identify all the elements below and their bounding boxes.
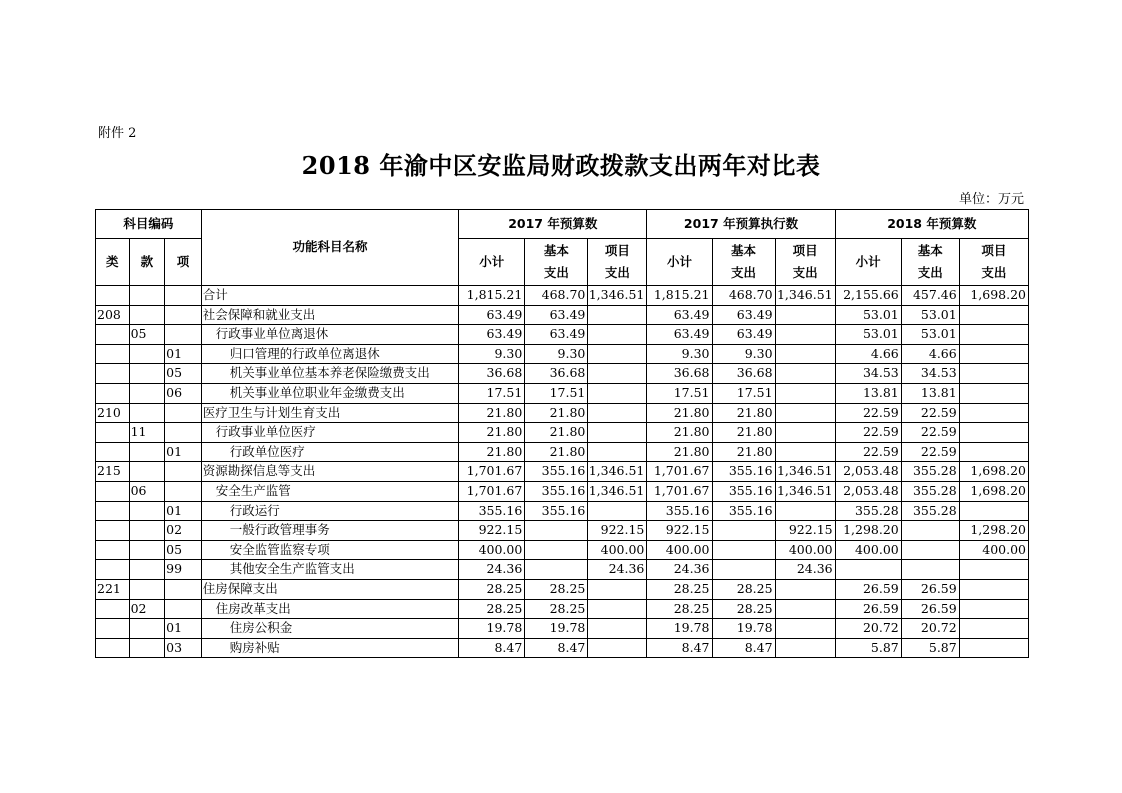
- cell-value: 21.80: [459, 403, 525, 423]
- cell-value: 26.59: [901, 599, 959, 619]
- cell-value: 1,298.20: [959, 521, 1028, 541]
- table-row: [96, 619, 1029, 639]
- cell-value: 1,346.51: [775, 481, 835, 501]
- cell-value: 13.81: [835, 383, 901, 403]
- cell-value: [959, 619, 1028, 639]
- table-row: [96, 403, 1029, 423]
- cell-value: 1,701.67: [459, 462, 525, 482]
- cell-xiang: [165, 599, 202, 619]
- cell-value: [588, 619, 647, 639]
- cell-value: [775, 579, 835, 599]
- cell-value: [959, 423, 1028, 443]
- cell-value: [775, 423, 835, 443]
- cell-value: 19.78: [525, 619, 588, 639]
- cell-value: 1,298.20: [835, 521, 901, 541]
- cell-subject-name: 住房改革支出: [201, 599, 458, 619]
- cell-kuan: [129, 364, 165, 384]
- table-row: [96, 286, 1029, 306]
- cell-value: 21.80: [525, 442, 588, 462]
- cell-value: 1,815.21: [647, 286, 712, 306]
- cell-subject-name: 安全监管监察专项: [201, 540, 458, 560]
- cell-xiang: [165, 462, 202, 482]
- cell-value: 355.28: [901, 462, 959, 482]
- cell-value: 26.59: [901, 579, 959, 599]
- cell-value: 53.01: [901, 305, 959, 325]
- cell-xiang: 05: [165, 364, 202, 384]
- cell-value: 1,701.67: [459, 481, 525, 501]
- cell-lei: [96, 540, 130, 560]
- cell-value: 2,053.48: [835, 462, 901, 482]
- cell-lei: 221: [96, 579, 130, 599]
- header-project-1: 项目 支出: [775, 239, 835, 286]
- table-row: [96, 501, 1029, 521]
- header-code-group: 科目编码: [96, 210, 202, 239]
- cell-lei: [96, 383, 130, 403]
- cell-value: [959, 599, 1028, 619]
- header-subtotal-0: 小计: [459, 239, 525, 286]
- cell-value: 36.68: [647, 364, 712, 384]
- cell-value: 400.00: [647, 540, 712, 560]
- cell-lei: [96, 481, 130, 501]
- table-row: [96, 540, 1029, 560]
- cell-kuan: [129, 638, 165, 658]
- cell-value: 21.80: [647, 423, 712, 443]
- cell-value: [712, 560, 775, 580]
- cell-value: [525, 540, 588, 560]
- cell-subject-name: 其他安全生产监管支出: [201, 560, 458, 580]
- cell-kuan: 11: [129, 423, 165, 443]
- cell-value: 1,701.67: [647, 462, 712, 482]
- cell-subject-name: 住房保障支出: [201, 579, 458, 599]
- cell-kuan: [129, 579, 165, 599]
- cell-value: 1,346.51: [588, 286, 647, 306]
- cell-value: 9.30: [647, 344, 712, 364]
- cell-value: [588, 579, 647, 599]
- cell-value: 1,346.51: [775, 286, 835, 306]
- cell-value: 1,701.67: [647, 481, 712, 501]
- cell-value: 21.80: [647, 442, 712, 462]
- cell-value: 53.01: [835, 325, 901, 345]
- cell-kuan: [129, 305, 165, 325]
- cell-value: 5.87: [835, 638, 901, 658]
- cell-xiang: [165, 286, 202, 306]
- cell-value: [588, 501, 647, 521]
- header-xiang: 项: [165, 239, 202, 286]
- cell-lei: 215: [96, 462, 130, 482]
- cell-value: [901, 521, 959, 541]
- table-row: [96, 560, 1029, 580]
- cell-value: 63.49: [459, 325, 525, 345]
- table-row: [96, 305, 1029, 325]
- cell-value: 922.15: [588, 521, 647, 541]
- cell-lei: [96, 521, 130, 541]
- cell-value: [959, 560, 1028, 580]
- cell-lei: [96, 560, 130, 580]
- table-row: [96, 383, 1029, 403]
- cell-value: 2,155.66: [835, 286, 901, 306]
- cell-value: 355.16: [712, 501, 775, 521]
- cell-value: 22.59: [835, 442, 901, 462]
- cell-value: [959, 325, 1028, 345]
- cell-value: 13.81: [901, 383, 959, 403]
- cell-value: [959, 579, 1028, 599]
- cell-value: [588, 383, 647, 403]
- cell-value: 28.25: [459, 579, 525, 599]
- cell-value: 63.49: [459, 305, 525, 325]
- document-title: 2018 年渝中区安监局财政拨款支出两年对比表: [301, 151, 821, 180]
- cell-lei: [96, 619, 130, 639]
- cell-value: 1,698.20: [959, 286, 1028, 306]
- cell-value: [959, 344, 1028, 364]
- cell-value: [835, 560, 901, 580]
- cell-lei: [96, 638, 130, 658]
- cell-xiang: 01: [165, 344, 202, 364]
- cell-kuan: 02: [129, 599, 165, 619]
- table-row: [96, 423, 1029, 443]
- cell-value: 8.47: [525, 638, 588, 658]
- table-row: [96, 521, 1029, 541]
- header-basic-0: 基本 支出: [525, 239, 588, 286]
- cell-lei: 208: [96, 305, 130, 325]
- cell-value: 28.25: [647, 599, 712, 619]
- cell-value: 28.25: [712, 599, 775, 619]
- cell-value: 21.80: [647, 403, 712, 423]
- table-row: [96, 364, 1029, 384]
- cell-value: 4.66: [901, 344, 959, 364]
- cell-value: [959, 442, 1028, 462]
- cell-value: 922.15: [459, 521, 525, 541]
- cell-value: [959, 501, 1028, 521]
- cell-value: [588, 325, 647, 345]
- cell-xiang: [165, 423, 202, 443]
- cell-subject-name: 行政单位医疗: [201, 442, 458, 462]
- cell-value: 1,346.51: [588, 481, 647, 501]
- cell-value: 21.80: [712, 423, 775, 443]
- cell-kuan: [129, 286, 165, 306]
- cell-value: [775, 442, 835, 462]
- cell-value: [525, 560, 588, 580]
- cell-subject-name: 社会保障和就业支出: [201, 305, 458, 325]
- cell-subject-name: 医疗卫生与计划生育支出: [201, 403, 458, 423]
- cell-kuan: [129, 344, 165, 364]
- header-subtotal-2: 小计: [835, 239, 901, 286]
- cell-value: 17.51: [525, 383, 588, 403]
- cell-xiang: 99: [165, 560, 202, 580]
- cell-value: 28.25: [525, 599, 588, 619]
- cell-kuan: [129, 403, 165, 423]
- cell-value: 28.25: [525, 579, 588, 599]
- cell-value: [901, 560, 959, 580]
- cell-value: 19.78: [459, 619, 525, 639]
- header-name-col: 功能科目名称: [201, 210, 458, 286]
- cell-value: 36.68: [712, 364, 775, 384]
- header-project-2: 项目 支出: [959, 239, 1028, 286]
- cell-value: [775, 619, 835, 639]
- cell-subject-name: 行政事业单位离退休: [201, 325, 458, 345]
- cell-lei: [96, 364, 130, 384]
- cell-value: [588, 442, 647, 462]
- header-group-2018-budget: 2018 年预算数: [835, 210, 1028, 239]
- cell-lei: [96, 344, 130, 364]
- cell-value: 20.72: [835, 619, 901, 639]
- cell-value: 4.66: [835, 344, 901, 364]
- cell-value: [775, 325, 835, 345]
- cell-subject-name: 合计: [201, 286, 458, 306]
- cell-xiang: [165, 579, 202, 599]
- cell-lei: [96, 286, 130, 306]
- cell-xiang: [165, 325, 202, 345]
- cell-value: 355.16: [525, 501, 588, 521]
- cell-value: 468.70: [525, 286, 588, 306]
- cell-value: 26.59: [835, 579, 901, 599]
- cell-value: [775, 383, 835, 403]
- table-row: [96, 579, 1029, 599]
- header-group-2017-budget: 2017 年预算数: [459, 210, 647, 239]
- cell-xiang: [165, 403, 202, 423]
- cell-value: 53.01: [901, 325, 959, 345]
- cell-value: 21.80: [459, 442, 525, 462]
- cell-value: 355.28: [835, 501, 901, 521]
- cell-value: [712, 521, 775, 541]
- cell-value: 1,698.20: [959, 481, 1028, 501]
- cell-value: [712, 540, 775, 560]
- cell-value: 63.49: [647, 325, 712, 345]
- cell-value: 19.78: [712, 619, 775, 639]
- cell-value: 355.28: [901, 501, 959, 521]
- cell-value: 26.59: [835, 599, 901, 619]
- cell-value: 355.28: [901, 481, 959, 501]
- unit-label: 单位：万元: [958, 192, 1024, 207]
- cell-value: [588, 364, 647, 384]
- cell-value: 355.16: [647, 501, 712, 521]
- cell-value: 63.49: [525, 325, 588, 345]
- cell-value: 19.78: [647, 619, 712, 639]
- header-basic-2: 基本 支出: [901, 239, 959, 286]
- cell-value: 1,815.21: [459, 286, 525, 306]
- cell-value: 21.80: [712, 403, 775, 423]
- cell-value: 63.49: [647, 305, 712, 325]
- cell-value: [901, 540, 959, 560]
- cell-value: 9.30: [459, 344, 525, 364]
- cell-lei: [96, 599, 130, 619]
- cell-value: 17.51: [712, 383, 775, 403]
- cell-value: [525, 521, 588, 541]
- cell-value: [775, 501, 835, 521]
- cell-value: [588, 638, 647, 658]
- cell-kuan: 06: [129, 481, 165, 501]
- table-row: [96, 325, 1029, 345]
- cell-value: [588, 599, 647, 619]
- cell-value: [588, 403, 647, 423]
- cell-value: 24.36: [588, 560, 647, 580]
- cell-kuan: [129, 462, 165, 482]
- cell-value: [588, 423, 647, 443]
- cell-value: [775, 638, 835, 658]
- cell-subject-name: 资源勘探信息等支出: [201, 462, 458, 482]
- cell-value: 1,346.51: [588, 462, 647, 482]
- cell-lei: 210: [96, 403, 130, 423]
- cell-value: 355.16: [525, 481, 588, 501]
- cell-value: [775, 599, 835, 619]
- cell-value: 28.25: [459, 599, 525, 619]
- cell-value: 34.53: [901, 364, 959, 384]
- cell-value: 36.68: [525, 364, 588, 384]
- cell-lei: [96, 423, 130, 443]
- cell-value: 36.68: [459, 364, 525, 384]
- cell-subject-name: 机关事业单位职业年金缴费支出: [201, 383, 458, 403]
- header-group-2017-execution: 2017 年预算执行数: [647, 210, 835, 239]
- cell-value: 400.00: [459, 540, 525, 560]
- cell-kuan: [129, 442, 165, 462]
- cell-value: [775, 403, 835, 423]
- header-kuan: 款: [129, 239, 165, 286]
- cell-xiang: 03: [165, 638, 202, 658]
- budget-comparison-table: [95, 209, 1029, 658]
- cell-value: [959, 305, 1028, 325]
- cell-kuan: [129, 560, 165, 580]
- cell-value: 8.47: [459, 638, 525, 658]
- cell-value: 2,053.48: [835, 481, 901, 501]
- cell-value: 24.36: [647, 560, 712, 580]
- cell-value: 63.49: [525, 305, 588, 325]
- cell-value: 400.00: [835, 540, 901, 560]
- cell-value: 24.36: [775, 560, 835, 580]
- header-lei: 类: [96, 239, 130, 286]
- cell-xiang: 05: [165, 540, 202, 560]
- cell-xiang: 02: [165, 521, 202, 541]
- cell-value: 400.00: [588, 540, 647, 560]
- cell-value: 28.25: [647, 579, 712, 599]
- cell-value: 355.16: [712, 462, 775, 482]
- cell-xiang: [165, 305, 202, 325]
- cell-lei: [96, 442, 130, 462]
- cell-value: 22.59: [835, 403, 901, 423]
- cell-value: [588, 344, 647, 364]
- cell-value: [959, 638, 1028, 658]
- cell-value: 21.80: [525, 423, 588, 443]
- cell-value: 17.51: [647, 383, 712, 403]
- cell-subject-name: 机关事业单位基本养老保险缴费支出: [201, 364, 458, 384]
- cell-value: 34.53: [835, 364, 901, 384]
- header-project-0: 项目 支出: [588, 239, 647, 286]
- cell-value: 22.59: [901, 403, 959, 423]
- cell-value: 21.80: [712, 442, 775, 462]
- cell-subject-name: 一般行政管理事务: [201, 521, 458, 541]
- cell-xiang: 01: [165, 501, 202, 521]
- cell-subject-name: 归口管理的行政单位离退休: [201, 344, 458, 364]
- cell-value: 24.36: [459, 560, 525, 580]
- cell-value: [959, 383, 1028, 403]
- cell-kuan: [129, 521, 165, 541]
- table-row: [96, 442, 1029, 462]
- cell-kuan: [129, 540, 165, 560]
- cell-subject-name: 行政运行: [201, 501, 458, 521]
- cell-value: [959, 403, 1028, 423]
- cell-subject-name: 安全生产监管: [201, 481, 458, 501]
- cell-value: 63.49: [712, 305, 775, 325]
- cell-value: 53.01: [835, 305, 901, 325]
- cell-value: 21.80: [525, 403, 588, 423]
- header-basic-1: 基本 支出: [712, 239, 775, 286]
- cell-kuan: [129, 501, 165, 521]
- cell-value: [775, 344, 835, 364]
- cell-value: 28.25: [712, 579, 775, 599]
- cell-lei: [96, 325, 130, 345]
- cell-value: 9.30: [525, 344, 588, 364]
- cell-lei: [96, 501, 130, 521]
- cell-value: 355.16: [712, 481, 775, 501]
- cell-value: 17.51: [459, 383, 525, 403]
- cell-value: 8.47: [647, 638, 712, 658]
- cell-value: 22.59: [901, 442, 959, 462]
- cell-value: 5.87: [901, 638, 959, 658]
- cell-value: 20.72: [901, 619, 959, 639]
- cell-value: 22.59: [835, 423, 901, 443]
- cell-value: 468.70: [712, 286, 775, 306]
- table-row: [96, 344, 1029, 364]
- cell-value: 22.59: [901, 423, 959, 443]
- cell-value: [588, 305, 647, 325]
- table-row: [96, 462, 1029, 482]
- cell-xiang: 01: [165, 619, 202, 639]
- cell-xiang: [165, 481, 202, 501]
- cell-value: 355.16: [525, 462, 588, 482]
- table-row: [96, 638, 1029, 658]
- cell-subject-name: 行政事业单位医疗: [201, 423, 458, 443]
- cell-xiang: 06: [165, 383, 202, 403]
- cell-xiang: 01: [165, 442, 202, 462]
- cell-kuan: 05: [129, 325, 165, 345]
- cell-value: 355.16: [459, 501, 525, 521]
- cell-value: 63.49: [712, 325, 775, 345]
- table-row: [96, 481, 1029, 501]
- attachment-label: 附件 2: [98, 126, 137, 141]
- cell-kuan: [129, 619, 165, 639]
- cell-value: 400.00: [775, 540, 835, 560]
- cell-value: 457.46: [901, 286, 959, 306]
- cell-value: 1,698.20: [959, 462, 1028, 482]
- cell-subject-name: 购房补贴: [201, 638, 458, 658]
- cell-value: [775, 364, 835, 384]
- cell-value: 400.00: [959, 540, 1028, 560]
- cell-value: 922.15: [775, 521, 835, 541]
- cell-value: 1,346.51: [775, 462, 835, 482]
- table-row: [96, 599, 1029, 619]
- cell-value: 21.80: [459, 423, 525, 443]
- cell-value: [959, 364, 1028, 384]
- header-subtotal-1: 小计: [647, 239, 712, 286]
- cell-value: 9.30: [712, 344, 775, 364]
- cell-value: [775, 305, 835, 325]
- cell-kuan: [129, 383, 165, 403]
- cell-value: 922.15: [647, 521, 712, 541]
- cell-value: 8.47: [712, 638, 775, 658]
- cell-subject-name: 住房公积金: [201, 619, 458, 639]
